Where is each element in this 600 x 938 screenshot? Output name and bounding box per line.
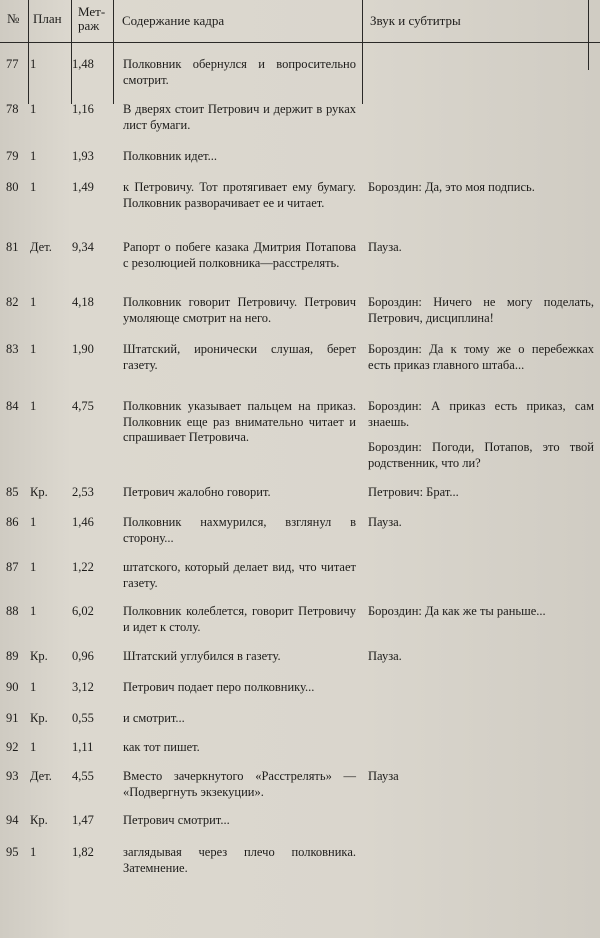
row-description: Штатский углубился в газету. — [123, 649, 281, 663]
row-length: 1,47 — [72, 813, 94, 827]
row-description: В дверях стоит Петрович и держит в руках лист бумаги. — [123, 102, 356, 132]
sound-line: Петрович: Брат... — [368, 485, 459, 499]
header-num: № — [7, 11, 20, 26]
row-plan: 1 — [30, 845, 37, 859]
row-number: 93 — [6, 769, 19, 783]
row-plan: Дет. — [30, 240, 52, 254]
row-description: Вместо зачеркнутого «Расстрелять» — «Подвергнуть экзекуции». — [123, 769, 356, 799]
row-length: 1,48 — [72, 57, 94, 71]
row-number: 87 — [6, 560, 19, 574]
sound-line: Пауза. — [368, 240, 402, 254]
row-number: 95 — [6, 845, 19, 859]
sound-line: Бороздин: А приказ есть приказ, сам знаешь. — [368, 399, 594, 429]
row-description: Рапорт о побеге казака Дмитрия Потапова с резолюцией полковника—расстрелять. — [123, 240, 356, 270]
row-number: 81 — [6, 240, 19, 254]
row-length: 2,53 — [72, 485, 94, 499]
row-number: 80 — [6, 180, 19, 194]
row-length: 1,22 — [72, 560, 94, 574]
row-number: 92 — [6, 740, 19, 754]
row-plan: 1 — [30, 180, 37, 194]
col-divider-2 — [71, 0, 72, 104]
header-plan: План — [33, 11, 62, 26]
sound-line: Пауза — [368, 769, 399, 783]
sound-line: Бороздин: Да к тому же о перебежках есть приказ главного штаба... — [368, 342, 594, 372]
row-plan: Дет. — [30, 769, 52, 783]
row-number: 83 — [6, 342, 19, 356]
row-description: Полковник говорит Петровичу. Петрович умоляюще смотрит на него. — [123, 295, 356, 325]
row-length: 4,55 — [72, 769, 94, 783]
row-description: и смотрит... — [123, 711, 185, 725]
row-plan: 1 — [30, 515, 37, 529]
row-description: Полковник идет... — [123, 149, 218, 163]
row-sound — [368, 485, 594, 511]
row-number: 79 — [6, 149, 19, 163]
row-length: 1,93 — [72, 149, 94, 163]
row-plan: 1 — [30, 560, 37, 574]
row-number: 78 — [6, 102, 19, 116]
row-length: 1,90 — [72, 342, 94, 356]
row-plan: Кр. — [30, 649, 48, 663]
row-length: 4,18 — [72, 295, 94, 309]
row-plan: 1 — [30, 149, 37, 163]
row-length: 0,96 — [72, 649, 94, 663]
header-sound: Звук и субтитры — [370, 13, 461, 28]
row-plan: 1 — [30, 399, 37, 413]
row-plan: Кр. — [30, 485, 48, 499]
row-length: 4,75 — [72, 399, 94, 413]
sound-line: Бороздин: Ничего не могу поделать, Петрович, дисциплина! — [368, 295, 594, 325]
row-description: Полковник обернулся и вопросительно смотрит. — [123, 57, 356, 87]
row-sound — [368, 604, 594, 630]
row-description: Полковник нахмурился, взглянул в сторону... — [123, 515, 356, 545]
col-divider-3 — [113, 0, 114, 104]
row-number: 86 — [6, 515, 19, 529]
sound-line: Пауза. — [368, 515, 402, 529]
row-number: 82 — [6, 295, 19, 309]
row-plan: 1 — [30, 57, 37, 71]
row-plan: Кр. — [30, 711, 48, 725]
row-length: 9,34 — [72, 240, 94, 254]
row-plan: 1 — [30, 342, 37, 356]
row-number: 84 — [6, 399, 19, 413]
row-sound — [368, 240, 594, 266]
row-length: 6,02 — [72, 604, 94, 618]
header-bottom-rule — [0, 42, 600, 43]
row-description: Петрович жалобно говорит. — [123, 485, 271, 499]
row-description: штатского, который делает вид, что читает газету. — [123, 560, 356, 590]
row-description: Петрович смотрит... — [123, 813, 230, 827]
row-number: 91 — [6, 711, 19, 725]
row-sound — [368, 515, 594, 541]
col-divider-4 — [362, 0, 363, 104]
row-length: 1,11 — [72, 740, 94, 754]
row-number: 90 — [6, 680, 19, 694]
row-length: 1,49 — [72, 180, 94, 194]
row-length: 3,12 — [72, 680, 94, 694]
row-sound — [368, 649, 594, 675]
header-length: Мет- раж — [78, 4, 106, 33]
row-sound — [368, 295, 594, 336]
row-sound — [368, 180, 594, 206]
row-plan: Кр. — [30, 813, 48, 827]
row-plan: 1 — [30, 740, 37, 754]
row-number: 85 — [6, 485, 19, 499]
row-description: Штатский, иронически слушая, берет газету. — [123, 342, 356, 372]
row-plan: 1 — [30, 295, 37, 309]
row-plan: 1 — [30, 604, 37, 618]
sound-line: Бороздин: Да, это моя подпись. — [368, 180, 535, 194]
row-number: 94 — [6, 813, 19, 827]
sound-line: Пауза. — [368, 649, 402, 663]
row-number: 88 — [6, 604, 19, 618]
row-number: 77 — [6, 57, 19, 71]
row-description: Полковник колеблется, говорит Петровичу и идет к столу. — [123, 604, 356, 634]
row-length: 1,46 — [72, 515, 94, 529]
row-description: Полковник указывает пальцем на приказ. Полковник еще раз внимательно читает и спрашивает Петровича. — [123, 399, 356, 444]
sound-line: Бороздин: Да как же ты раньше... — [368, 604, 546, 618]
row-sound — [368, 769, 594, 795]
row-sound — [368, 342, 594, 383]
header-content: Содержание кадра — [122, 13, 225, 28]
row-description: заглядывая через плечо полковника. Затемнение. — [123, 845, 356, 875]
row-length: 0,55 — [72, 711, 94, 725]
row-sound — [368, 399, 594, 481]
row-length: 1,16 — [72, 102, 94, 116]
row-plan: 1 — [30, 680, 37, 694]
row-number: 89 — [6, 649, 19, 663]
row-description: к Петровичу. Тот протягивает ему бумагу. Полковник разворачивает ее и читает. — [123, 180, 356, 210]
col-divider-5 — [588, 0, 589, 70]
row-description: Петрович подает перо полковнику... — [123, 680, 315, 694]
row-plan: 1 — [30, 102, 37, 116]
col-divider-1 — [28, 0, 29, 104]
row-description: как тот пишет. — [123, 740, 200, 754]
sound-line: Бороздин: Погоди, Потапов, это твой родственник, что ли? — [368, 440, 594, 470]
row-length: 1,82 — [72, 845, 94, 859]
